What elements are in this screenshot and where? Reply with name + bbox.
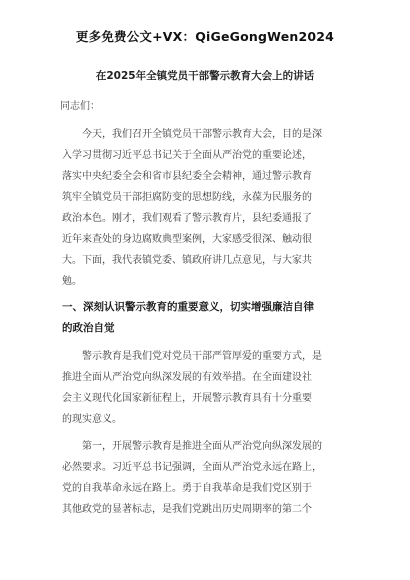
paragraph-line: 入学习贯彻习近平总书记关于全面从严治党的重要论述，	[62, 150, 312, 161]
paragraph-line: 落实中央纪委全会和省市县纪委全会精神，通过警示教育	[62, 171, 312, 182]
salutation: 同志们：	[60, 101, 100, 112]
paragraph-line: 今天，我们召开全镇党员干部警示教育大会，目的是深	[82, 129, 322, 140]
paragraph-line: 其他政党的显著标志，是我们党跳出历史周期率的第二个	[62, 504, 312, 515]
paragraph-line: 近年来查处的身边腐败典型案例，大家感受很深、触动很	[62, 234, 312, 245]
promo-header: 更多免费公文+VX：QiGeGongWen2024	[75, 29, 335, 44]
paragraph-line: 筑牢全镇党员干部拒腐防变的思想防线，永葆为民服务的	[62, 192, 312, 203]
paragraph-line: 第一，开展警示教育是推进全面从严治党向纵深发展的	[82, 441, 322, 452]
document-title: 在2025年全镇党员干部警示教育大会上的讲话	[95, 70, 315, 82]
paragraph-line: 警示教育是我们党对党员干部严管厚爱的重要方式，是	[82, 351, 322, 362]
paragraph-line: 的现实意义。	[62, 414, 122, 425]
paragraph-line: 勉。	[62, 276, 82, 287]
paragraph-line: 推进全面从严治党向纵深发展的有效举措。在全面建设社	[62, 372, 312, 383]
paragraph-line: 政治本色。刚才，我们观看了警示教育片，县纪委通报了	[62, 213, 312, 224]
paragraph-line: 大。下面，我代表镇党委、镇政府讲几点意见，与大家共	[62, 255, 312, 266]
paragraph-line: 必然要求。习近平总书记强调，全面从严治党永远在路上，	[62, 462, 322, 473]
paragraph-line: 党的自我革命永远在路上。勇于自我革命是我们党区别于	[62, 483, 312, 494]
section-heading: 的政治自觉	[62, 322, 115, 334]
paragraph-line: 会主义现代化国家新征程上，开展警示教育具有十分重要	[62, 393, 312, 404]
section-heading: 一、深刻认识警示教育的重要意义，切实增强廉洁自律	[62, 301, 314, 313]
